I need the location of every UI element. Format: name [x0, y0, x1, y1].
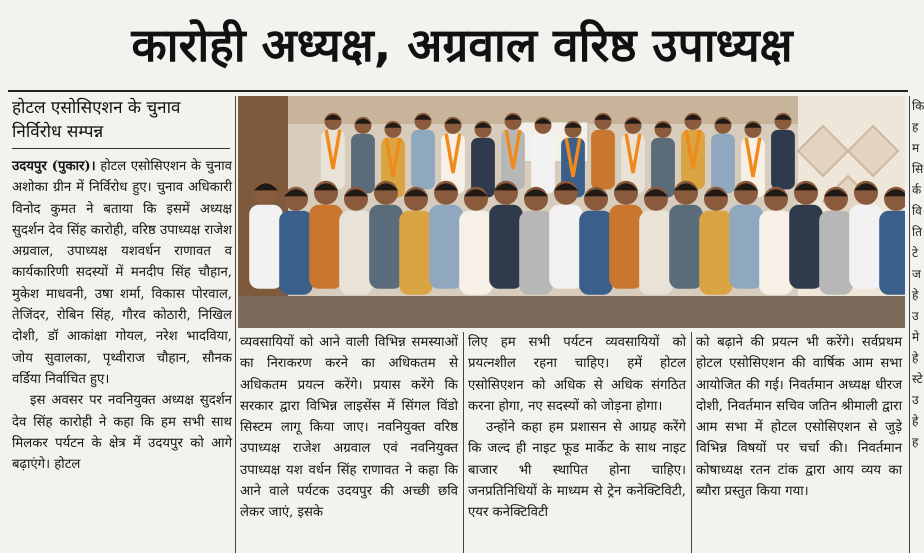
headline: कारोही अध्यक्ष, अग्रवाल वरिष्ठ उपाध्यक्ष — [131, 18, 793, 72]
column-divider — [691, 332, 692, 553]
article-column-1 — [12, 156, 232, 475]
article-column-3 — [468, 332, 686, 524]
paragraph: उन्होंने कहा हम प्रशासन से आग्रह करेंगे कि जल्द ही नाइट फूड मार्केट के साथ नाइट बाजार भी स्थापित होना चाहिए। जनप्रतिनिधियों के माध्यम से ट्रेन कनेक्टिविटी, एयर कनेक्टिविटी — [468, 420, 686, 521]
column-divider — [909, 96, 910, 553]
column-divider — [235, 96, 236, 553]
group-photo-icon — [238, 96, 905, 328]
paragraph: लिए हम सभी पर्यटन व्यवसायियों को प्रयत्नशील रहना चाहिए। हमें होटल एसोसिएशन को अधिक से अधिक संगठित करना होगा, नए सदस्यों को जोड़ना होगा। — [468, 335, 686, 414]
dateline: उदयपुर (पुकार)। — [12, 159, 96, 174]
subheadline-rule — [12, 148, 230, 149]
headline-rule — [8, 90, 908, 92]
group-photo — [238, 96, 905, 328]
subheadline: होटल एसोसिएशन के चुनाव निर्विरोध सम्पन्न — [12, 98, 181, 142]
column-divider — [463, 332, 464, 553]
article-column-2 — [240, 332, 458, 524]
article-column-4 — [696, 332, 902, 502]
adjacent-article-fragment: कि हम सि र्क वि ति टे ज हे उ मे हे स्टे उ हे ह — [912, 99, 924, 449]
paragraph: व्यवसायियों को आने वाली विभिन्न समस्याओं का निराकरण करने का अधिकतम से अधिकतम प्रयत्न करेंगे। प्रयास करेंगे कि सरकार द्वारा विभिन्न लाइसेंस में सिंगल विंडो सिस्टम लागू किया जाए। नवनियुक्त वरिष्ठ उपाध्यक्ष राजेश अग्रवाल एवं नवनियुक्त उपाध्यक्ष यश वर्धन सिंह राणावत ने कहा कि आने वाले पर्यटक उदयपुर की अच्छी छवि लेकर जाएं, इसके — [240, 335, 458, 521]
paragraph: को बढ़ाने की प्रयत्न भी करेंगे। सर्वप्रथम होटल एसोसिएशन की वार्षिक आम सभा आयोजित की गई। निवर्तमान अध्यक्ष धीरज दोशी, निवर्तमान सचिव जतिन श्रीमाली द्वारा आम सभा में होटल एसोसिएशन से जुड़े विभिन्न विषयों पर चर्चा की। निवर्तमान कोषाध्यक्ष रतन टांक द्वारा आय व्यय का ब्यौरा प्रस्तुत किया गया। — [696, 335, 902, 500]
paragraph: होटल एसोसिएशन के चुनाव अशोका ग्रीन में निर्विरोध हुए। चुनाव अधिकारी विनोद कुमत ने बताया कि इसमें अध्यक्ष सुदर्शन देव सिंह कारोही, वरिष्ठ उपाध्यक्ष राजेश अग्रवाल, उपाध्यक्ष यशवर्धन राणावत व कार्यकारिणी सदस्यों में मनदीप सिंह चौहान, मुकेश माधवनी, उषा शर्मा, विकास पोरवाल, तेजिंदर, रोबिन सिंह, गौरव कोठारी, निखिल दोशी, डॉ आकांक्षा गोयल, नरेश भादविया, जोय सुवालका, पृथ्वीराज चौहान, सौनक वर्डिया निर्वाचित हुए। — [12, 159, 232, 387]
paragraph: इस अवसर पर नवनियुक्त अध्यक्ष सुदर्शन देव सिंह कारोही ने कहा कि हम सभी साथ मिलकर पर्यटन के क्षेत्र में उदयपुर को आगे बढ़ाएंगे। होटल — [12, 393, 232, 473]
